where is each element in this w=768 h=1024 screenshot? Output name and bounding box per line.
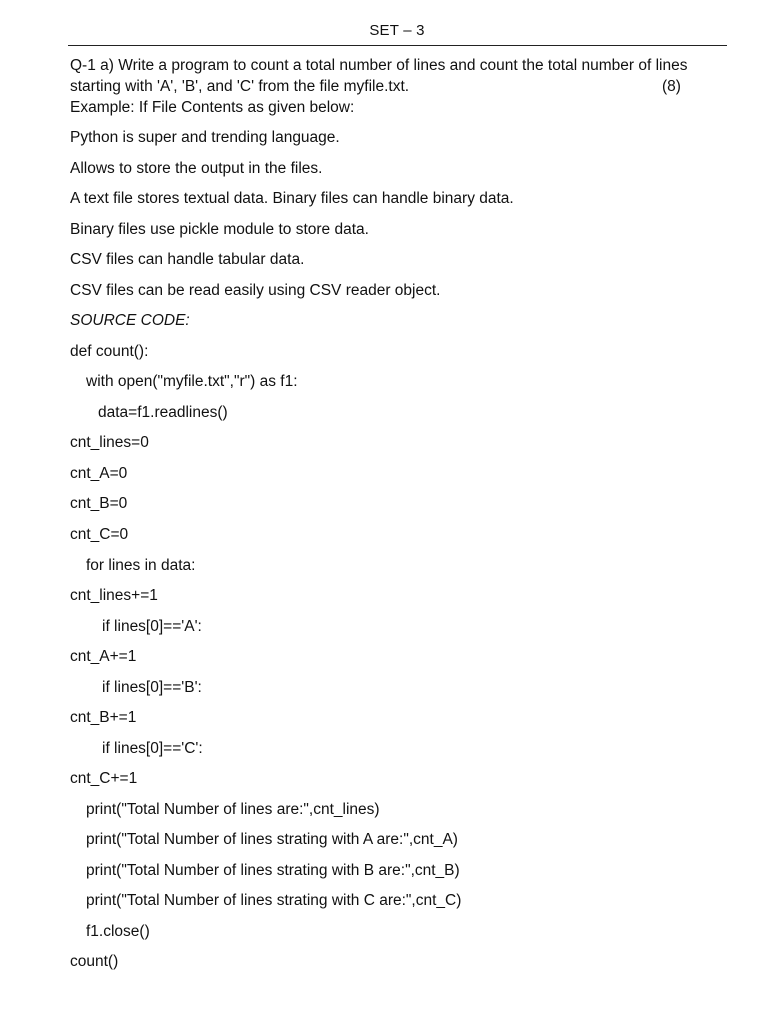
code-line: data=f1.readlines() — [98, 404, 228, 421]
source-code-label: SOURCE CODE: — [70, 312, 190, 329]
header-rule — [68, 45, 727, 46]
code-line: cnt_B+=1 — [70, 709, 137, 726]
file-content-line: Allows to store the output in the files. — [70, 160, 323, 177]
code-line: if lines[0]=='C': — [102, 740, 203, 757]
code-line: print("Total Number of lines strating with A are:",cnt_A) — [86, 831, 458, 848]
file-content-line: CSV files can handle tabular data. — [70, 251, 305, 268]
code-line: cnt_B=0 — [70, 495, 128, 512]
code-line: for lines in data: — [86, 557, 196, 574]
code-line: cnt_lines+=1 — [70, 587, 158, 604]
question-line-2: starting with 'A', 'B', and 'C' from the file myfile.txt. — [70, 78, 410, 95]
file-content-line: CSV files can be read easily using CSV reader object. — [70, 282, 441, 299]
code-line: print("Total Number of lines are:",cnt_lines) — [86, 801, 380, 818]
code-line: cnt_C+=1 — [70, 770, 138, 787]
file-content-line: Binary files use pickle module to store data. — [70, 221, 369, 238]
code-line: count() — [70, 953, 119, 970]
marks-label: (8) — [662, 78, 681, 95]
code-line: if lines[0]=='A': — [102, 618, 202, 635]
code-line: def count(): — [70, 343, 149, 360]
set-title: SET – 3 — [369, 22, 425, 39]
code-line: with open("myfile.txt","r") as f1: — [86, 373, 298, 390]
question-line-1: Q-1 a) Write a program to count a total number of lines and count the total number of lines — [70, 57, 688, 74]
file-content-line: A text file stores textual data. Binary files can handle binary data. — [70, 190, 514, 207]
code-line: if lines[0]=='B': — [102, 679, 202, 696]
code-line: print("Total Number of lines strating with C are:",cnt_C) — [86, 892, 462, 909]
question-line-3: Example: If File Contents as given below: — [70, 99, 355, 116]
file-content-line: Python is super and trending language. — [70, 129, 340, 146]
code-line: cnt_A=0 — [70, 465, 128, 482]
code-line: cnt_C=0 — [70, 526, 129, 543]
code-line: cnt_lines=0 — [70, 434, 149, 451]
code-line: print("Total Number of lines strating with B are:",cnt_B) — [86, 862, 460, 879]
code-line: cnt_A+=1 — [70, 648, 137, 665]
code-line: f1.close() — [86, 923, 150, 940]
